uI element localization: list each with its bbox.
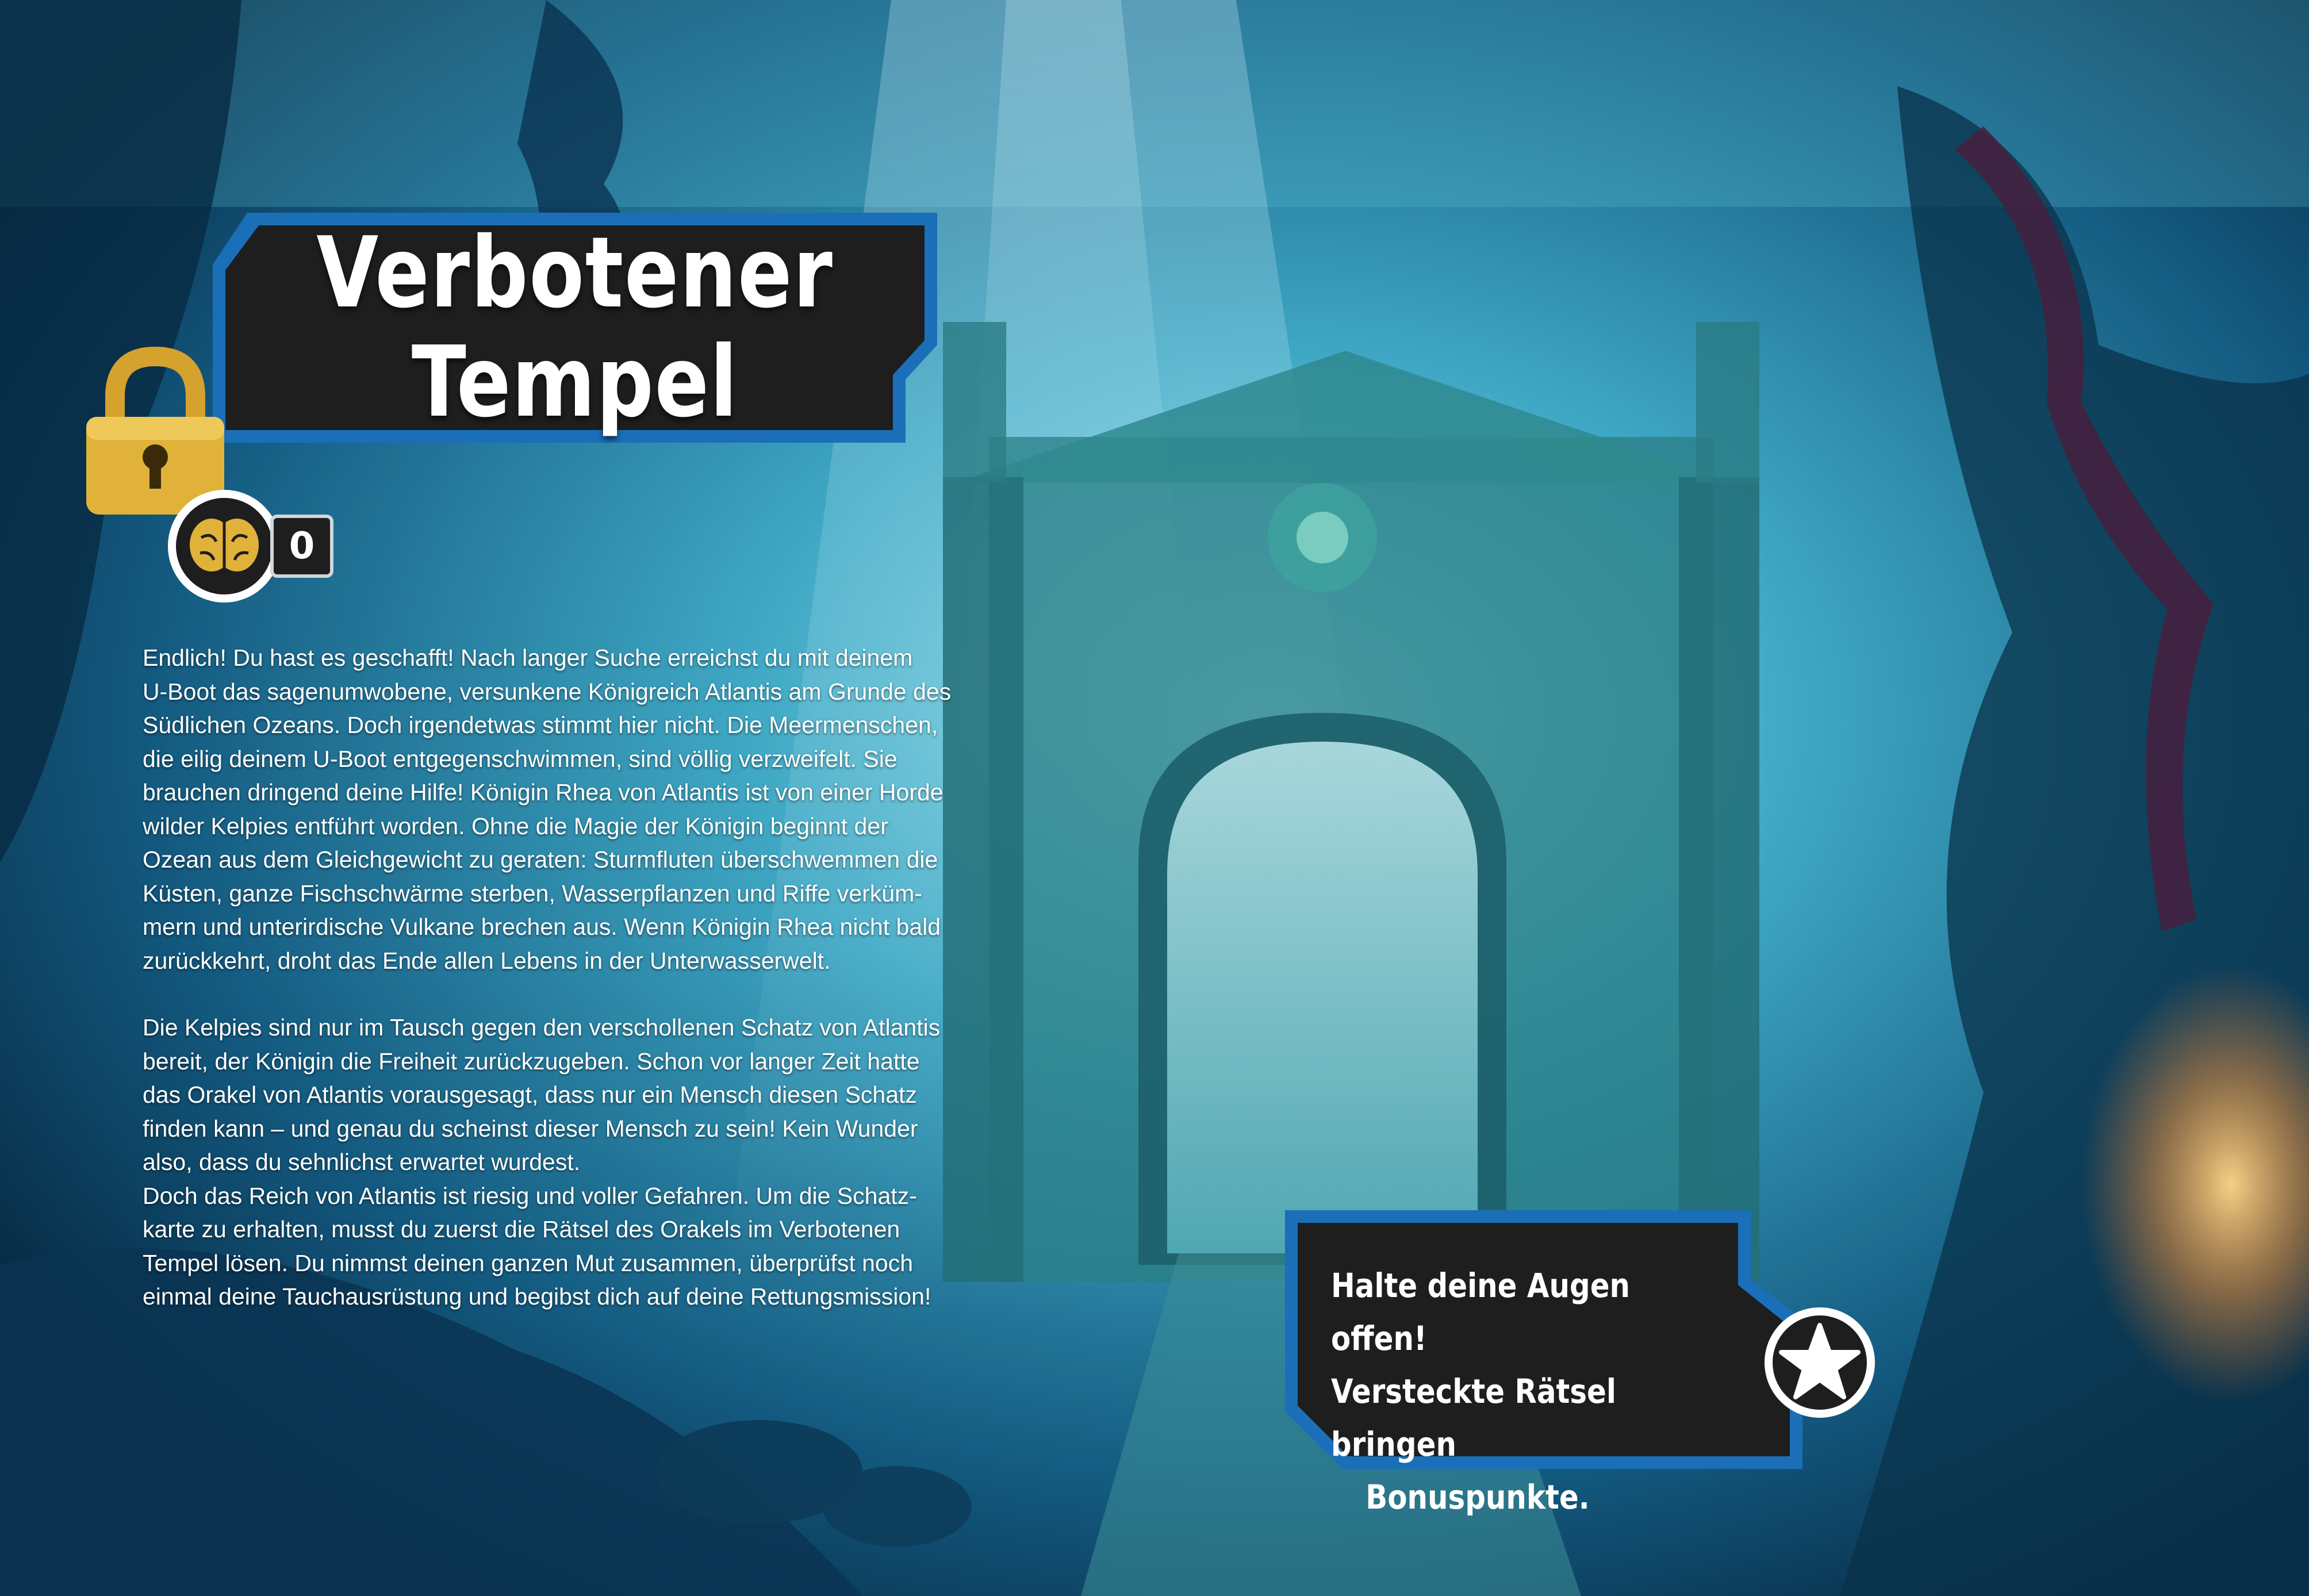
title-line-2: Tempel (411, 325, 739, 439)
brain-icon (161, 483, 287, 609)
hint-line-2: Versteckte Rätsel bringen (1331, 1372, 1616, 1464)
story-line: bereit, der Königin die Freiheit zurückzugeben. Schon vor langer Zeit hatte (143, 1048, 920, 1075)
story-line: Südlichen Ozeans. Doch irgendetwas stimmt hier nicht. Die Meermenschen, (143, 712, 938, 738)
story-line: Tempel lösen. Du nimmst deinen ganzen Mut zusammen, überprüfst noch (143, 1249, 914, 1276)
hint-line-3: Bonuspunkte. (1366, 1478, 1590, 1517)
story-line: also, dass du sehnlichst erwartet wurdest. (143, 1149, 581, 1175)
story-line: zurückkehrt, droht das Ende allen Lebens in der Unterwasserwelt. (143, 947, 831, 974)
brain-point-counter: 0 (270, 515, 333, 578)
story-line: die eilig deinem U-Boot entgegenschwimmen, sind völlig verzweifelt. Sie (143, 745, 897, 772)
star-icon (1756, 1299, 1883, 1426)
story-line: das Orakel von Atlantis vorausgesagt, dass nur ein Mensch diesen Schatz (143, 1081, 917, 1108)
story-line: finden kann – und genau du scheinst dieser Mensch zu sein! Kein Wunder (143, 1115, 918, 1142)
story-line: Die Kelpies sind nur im Tausch gegen den verschollenen Schatz von Atlantis (143, 1014, 941, 1041)
story-line: einmal deine Tauchausrüstung und begibst dich auf deine Rettungsmission! (143, 1283, 931, 1310)
hint-line-1: Halte deine Augen offen! (1331, 1266, 1631, 1358)
story-line: U-Boot das sagenumwobene, versunkene Königreich Atlantis am Grunde des (143, 678, 952, 705)
story-line: mern und unterirdische Vulkane brechen aus. Wenn Königin Rhea nicht bald (143, 914, 941, 940)
story-line: Endlich! Du hast es geschafft! Nach langer Suche erreichst du mit deinem (143, 644, 913, 671)
story-line: Ozean aus dem Gleichgewicht zu geraten: Sturmfluten überschwemmen die (143, 846, 938, 873)
story-line: Doch das Reich von Atlantis ist riesig und voller Gefahren. Um die Schatz- (143, 1182, 917, 1209)
story-line: wilder Kelpies entführt worden. Ohne die Magie der Königin beginnt der (143, 812, 888, 839)
story-text (143, 641, 1040, 1314)
title-line-1: Verbotener (316, 216, 834, 330)
bonus-hint-plate (1274, 1204, 1883, 1517)
story-line: brauchen dringend deine Hilfe! Königin Rhea von Atlantis ist von einer Horde (143, 779, 943, 805)
story-line: karte zu erhalten, musst du zuerst die Rätsel des Orakels im Verbotenen (143, 1216, 900, 1242)
story-line: Küsten, ganze Fischschwärme sterben, Wasserpflanzen und Riffe verküm- (143, 880, 922, 907)
level-title-plate (207, 207, 943, 448)
